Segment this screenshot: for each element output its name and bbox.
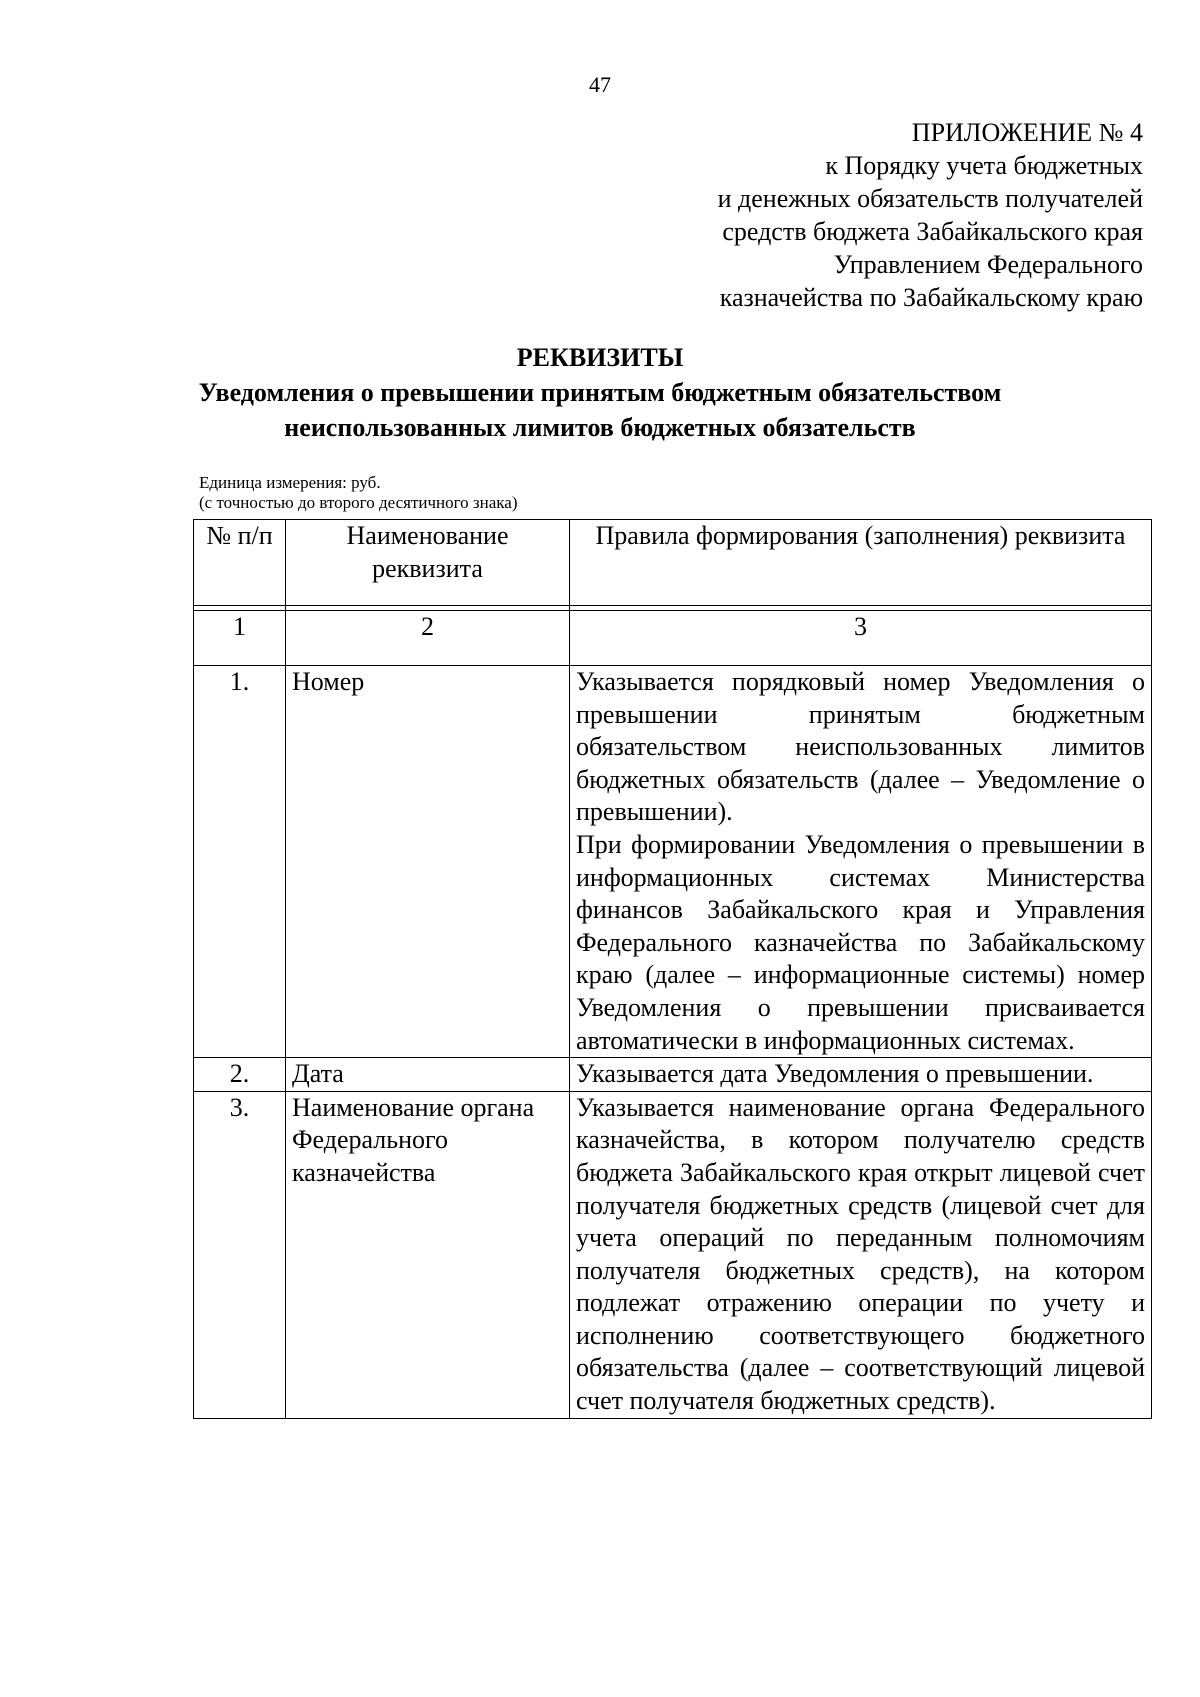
row-name: Наименование органа Федерального казначейства	[286, 1091, 570, 1418]
row-number: 1.	[194, 666, 286, 1058]
title-heading: РЕКВИЗИТЫ	[516, 343, 684, 372]
table-row	[194, 1091, 1152, 1418]
row-description	[570, 1058, 1152, 1092]
units-note	[199, 473, 518, 513]
appendix-line: средств бюджета Забайкальского края	[722, 217, 1143, 246]
header-cell-rules: Правила формирования (заполнения) реквизита	[570, 520, 1152, 606]
title-subtitle-line: Уведомления о превышении принятым бюджетным обязательством	[198, 378, 1002, 407]
units-precision-line: (с точностью до второго десятичного знака)	[199, 493, 518, 512]
header-cell-name: Наименование реквизита	[286, 520, 570, 606]
description-paragraph: При формировании Уведомления о превышении в информационных системах Министерства финансов Забайкальского края и Управления Федерального казначейства по Забайкальскому краю (далее – информационные системы) номер Уведомления о превышении присваивается автоматически в информационных системах.	[576, 829, 1145, 1055]
appendix-line: казначейства по Забайкальскому краю	[719, 283, 1143, 312]
appendix-block	[718, 116, 1143, 314]
row-description	[570, 666, 1152, 1058]
description-paragraph: Указывается наименование органа Федерального казначейства, в котором получателю средств бюджета Забайкальского края открыт лицевой счет получателя бюджетных средств (лицевой счет для учета операций по переданным полномочиям получателя бюджетных средств), на котором подлежат отражению операции по учету и исполнению соответствующего бюджетного обязательства (далее – соответствующий лицевой счет получателя бюджетных средств).	[576, 1092, 1145, 1416]
table-row	[194, 666, 1152, 1058]
row-number: 2.	[194, 1058, 286, 1092]
document-title	[0, 340, 1200, 445]
header-cell-number: № п/п	[194, 520, 286, 606]
description-paragraph: Указывается порядковый номер Уведомления о превышении принятым бюджетным обязательством неиспользованных лимитов бюджетных обязательств (далее – Уведомление о превышении).	[576, 667, 1145, 827]
appendix-line: Управлением Федерального	[833, 250, 1143, 279]
row-name: Номер	[286, 666, 570, 1058]
appendix-line: к Порядку учета бюджетных	[825, 151, 1143, 180]
description-paragraph: Указывается дата Уведомления о превышении.	[576, 1059, 1094, 1089]
title-subtitle-line: неиспользованных лимитов бюджетных обязательств	[284, 413, 916, 442]
column-number-row	[194, 611, 1152, 666]
appendix-line: и денежных обязательств получателей	[717, 184, 1143, 213]
column-number-cell: 2	[286, 611, 570, 666]
page-number: 47	[589, 72, 611, 97]
appendix-line: ПРИЛОЖЕНИЕ № 4	[911, 118, 1143, 147]
units-line: Единица измерения: руб.	[199, 473, 381, 492]
column-number-cell: 1	[194, 611, 286, 666]
row-description	[570, 1091, 1152, 1418]
table-header-row	[194, 520, 1152, 606]
row-number: 3.	[194, 1091, 286, 1418]
column-number-cell: 3	[570, 611, 1152, 666]
table-row	[194, 1058, 1152, 1092]
row-name: Дата	[286, 1058, 570, 1092]
requisites-table	[193, 519, 1152, 1419]
